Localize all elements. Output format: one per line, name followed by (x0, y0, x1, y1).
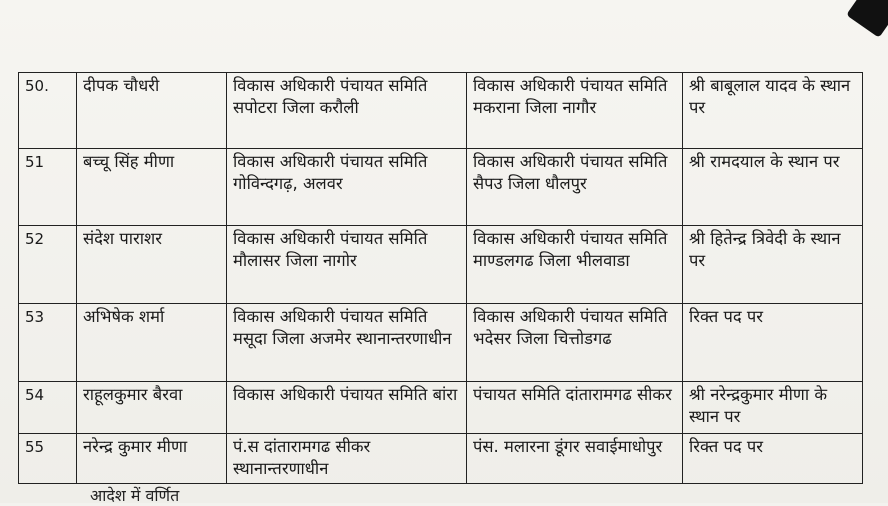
new-posting: विकास अधिकारी पंचायत समिति भदेसर जिला चित्तोडगढ (467, 304, 683, 382)
remark: रिक्त पद पर (683, 304, 863, 382)
new-posting: विकास अधिकारी पंचायत समिति माण्डलगढ जिला भीलवाडा (467, 226, 683, 304)
officer-name: नरेन्द्र कुमार मीणा (77, 434, 227, 484)
remark: श्री हितेन्द्र त्रिवेदी के स्थान पर (683, 226, 863, 304)
remark: श्री रामदयाल के स्थान पर (683, 149, 863, 226)
transfer-table (18, 72, 863, 484)
table-row (19, 382, 863, 434)
current-posting: विकास अधिकारी पंचायत समिति बांरा (227, 382, 467, 434)
remark: श्री बाबूलाल यादव के स्थान पर (683, 73, 863, 149)
current-posting: विकास अधिकारी पंचायत समिति मसूदा जिला अजमेर स्थानान्तरणाधीन (227, 304, 467, 382)
officer-name: दीपक चौधरी (77, 73, 227, 149)
current-posting: विकास अधिकारी पंचायत समिति सपोटरा जिला करौली (227, 73, 467, 149)
new-posting: पंचायत समिति दांतारामगढ सीकर (467, 382, 683, 434)
table-row (19, 149, 863, 226)
officer-name: संदेश पाराशर (77, 226, 227, 304)
remark: श्री नरेन्द्रकुमार मीणा के स्थान पर (683, 382, 863, 434)
serial-number: 55 (19, 434, 77, 484)
new-posting: विकास अधिकारी पंचायत समिति सैपउ जिला धौलपुर (467, 149, 683, 226)
officer-name: अभिषेक शर्मा (77, 304, 227, 382)
table-row (19, 226, 863, 304)
serial-number: 53 (19, 304, 77, 382)
table-row (19, 434, 863, 484)
current-posting: पं.स दांतारामगढ सीकर स्थानान्तरणाधीन (227, 434, 467, 484)
officer-name: राहूलकुमार बैरवा (77, 382, 227, 434)
serial-number: 54 (19, 382, 77, 434)
new-posting: पंस. मलारना डूंगर सवाईमाधोपुर (467, 434, 683, 484)
footer-text: आदेश में वर्णित (90, 486, 180, 505)
officer-name: बच्चू सिंह मीणा (77, 149, 227, 226)
table-row (19, 304, 863, 382)
table-row (19, 73, 863, 149)
serial-number: 51 (19, 149, 77, 226)
remark: रिक्त पद पर (683, 434, 863, 484)
new-posting: विकास अधिकारी पंचायत समिति मकराना जिला नागौर (467, 73, 683, 149)
current-posting: विकास अधिकारी पंचायत समिति गोविन्दगढ़, अलवर (227, 149, 467, 226)
scan-corner-mark (846, 0, 888, 38)
serial-number: 50. (19, 73, 77, 149)
current-posting: विकास अधिकारी पंचायत समिति मौलासर जिला नागोर (227, 226, 467, 304)
serial-number: 52 (19, 226, 77, 304)
